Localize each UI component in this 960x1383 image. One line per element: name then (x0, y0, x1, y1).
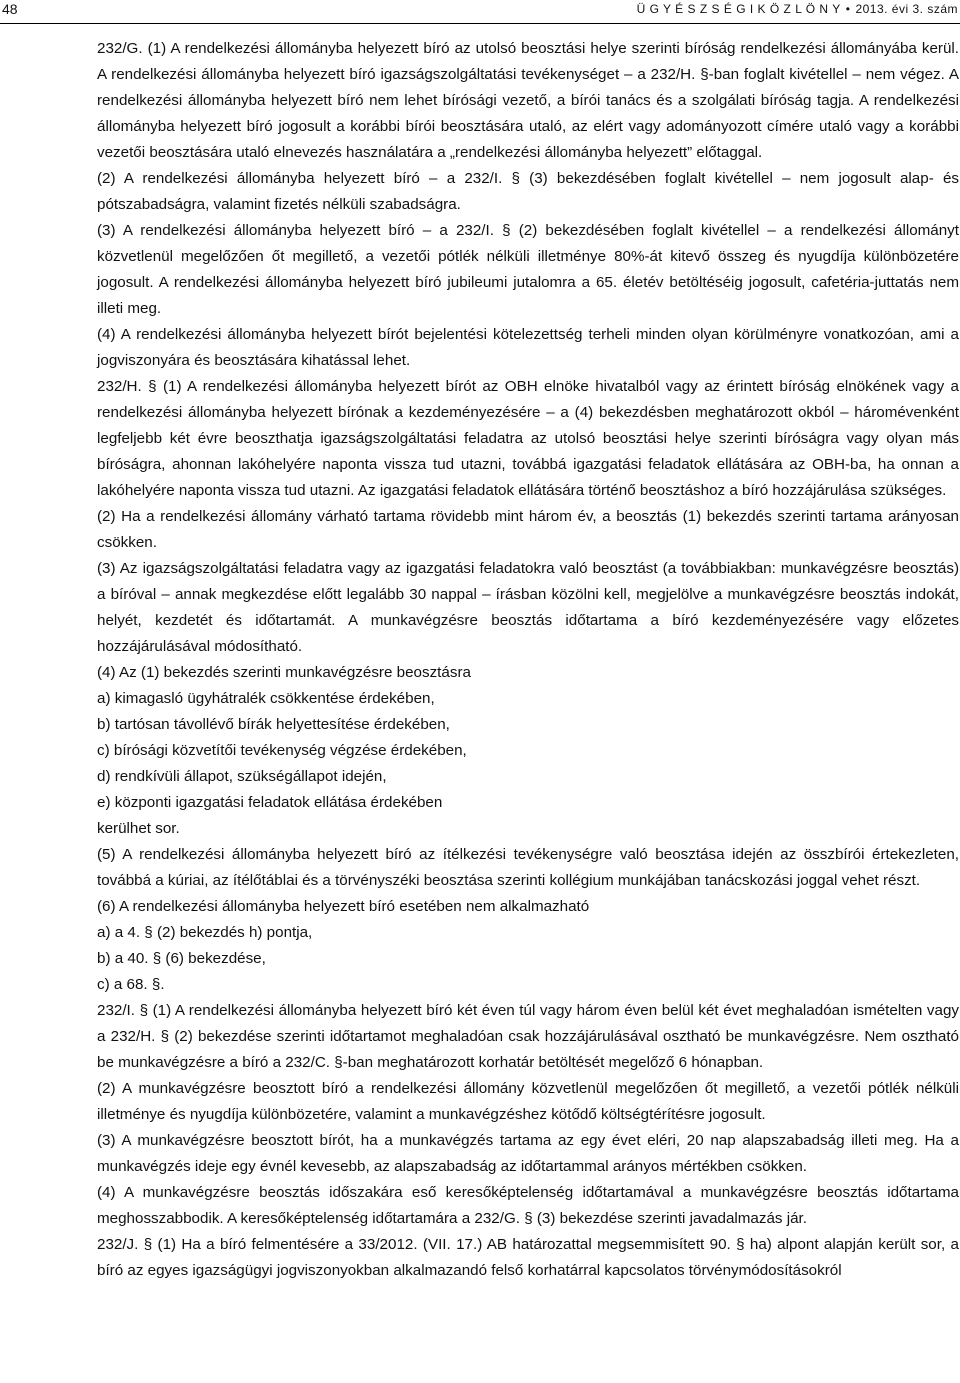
paragraph-232h-4: (4) Az (1) bekezdés szerinti munkavégzésre beosztásra (97, 664, 471, 681)
list-item-6a: a) a 4. § (2) bekezdés h) pontja, (97, 924, 313, 941)
journal-name: Ü G Y É S Z S É G I K Ö Z L Ö N Y (636, 2, 841, 16)
list-closing: kerülhet sor. (97, 820, 180, 837)
bullet-separator: • (845, 2, 851, 16)
paragraph-232i-3: (3) A munkavégzésre beosztott bírót, ha a munkavégzés tartama az egy évet eléri, 20 nap alapszabadság illeti meg. Ha a munkavégzés ideje egy évnél kevesebb, az alapszabadság az időtartammal arányos mértékben csökken. (97, 1132, 959, 1175)
paragraph-232h-1: 232/H. § (1) A rendelkezési állományba helyezett bírót az OBH elnöke hivatalból vagy az érintett bíróság elnökének vagy a rendelkezési állományba helyezett bírónak a kezdeményezésére – a (4) bekezdésben meghatározott okból – háromévenként legfeljebb két évre beoszthatja igazságszolgáltatási feladatra az utolsó beosztási helye szerinti bíróságra vagy olyan más bíróságra, ahonnan lakóhelyére naponta vissza tud utazni, továbbá igazgatási feladatok ellátására az OBH-ba, ha onnan a lakóhelyére naponta vissza tud utazni. Az igazgatási feladatok ellátására történő beosztáshoz a bíró hozzájárulása szükséges. (97, 378, 959, 499)
issue-label: 2013. évi 3. szám (855, 2, 958, 16)
list-item-d: d) rendkívüli állapot, szükségállapot idején, (97, 768, 387, 785)
paragraph-232i-4: (4) A munkavégzésre beosztás időszakára eső keresőképtelenség időtartamával a munkavégzésre beosztás időtartama meghosszabbodik. A keresőképtelenség időtartamára a 232/G. § (3) bekezdése szerinti javadalmazás jár. (97, 1184, 959, 1227)
page-number: 48 (2, 1, 18, 17)
paragraph-232h-3: (3) Az igazságszolgáltatási feladatra vagy az igazgatási feladatokra való beosztást (a továbbiakban: munkavégzésre beosztás) a bíróval – annak megkezdése előtt legalább 30 nappal – írásban közölni kell, megjelölve a munkavégzésre beosztás indokát, helyét, kezdetét és időtartamát. A munkavégzésre beosztás időtartama a bíró kezdeményezésére vagy előzetes hozzájárulásával módosítható. (97, 560, 959, 655)
document-body (97, 36, 959, 1284)
paragraph-232g-1: 232/G. (1) A rendelkezési állományba helyezett bíró az utolsó beosztási helye szerinti bíróság rendelkezési állományába kerül. A rendelkezési állományba helyezett bíró igazságszolgáltatási tevékenységet – a 232/H. §-ban foglalt kivétellel – nem végez. A rendelkezési állományba helyezett bíró nem lehet bírósági vezető, a bírói tanács és a szolgálati bíróság tagja. A rendelkezési állományba helyezett bíró jogosult a korábbi bírói beosztására utaló, az elért vagy adományozott címére utaló vagy a korábbi vezetői beosztására utaló elnevezés használatára a „rendelkezési állományba helyezett” előtaggal. (97, 40, 959, 161)
paragraph-232j-1: 232/J. § (1) Ha a bíró felmentésére a 33/2012. (VII. 17.) AB határozattal megsemmisített 90. § ha) alpont alapján került sor, a bíró az egyes igazságügyi jogviszonyokban alkalmazandó felső korhatárral kapcsolatos törvénymódosításokról (97, 1236, 959, 1279)
list-item-e: e) központi igazgatási feladatok ellátása érdekében (97, 794, 443, 811)
list-item-6c: c) a 68. §. (97, 976, 165, 993)
paragraph-232i-1: 232/I. § (1) A rendelkezési állományba helyezett bíró két éven túl vagy három éven belül két évet meghaladóan ismételten vagy a 232/H. § (2) bekezdése szerinti időtartamot meghaladóan csak hozzájárulásával osztható be munkavégzésre. Nem osztható be munkavégzésre a bíró a 232/C. §-ban meghatározott korhatár betöltését megelőző 6 hónapban. (97, 1002, 959, 1071)
list-item-c: c) bírósági közvetítői tevékenység végzése érdekében, (97, 742, 467, 759)
paragraph-232h-5: (5) A rendelkezési állományba helyezett bíró az ítélkezési tevékenységre való beosztása idején az összbírói értekezleten, továbbá a kúriai, az ítélőtáblai és a törvényszéki beosztása szerinti kollégium munkájában tanácskozási joggal vehet részt. (97, 846, 959, 889)
list-item-a: a) kimagasló ügyhátralék csökkentése érdekében, (97, 690, 435, 707)
list-item-b: b) tartósan távollévő bírák helyettesítése érdekében, (97, 716, 450, 733)
paragraph-232g-3: (3) A rendelkezési állományba helyezett bíró – a 232/I. § (2) bekezdésében foglalt kivétellel – a rendelkezési állományt közvetlenül megelőzően őt megillető, a vezetői pótlék nélküli illetménye 80%-át kitevő összeg és nyugdíja különbözetére jogosult. A rendelkezési állományba helyezett bíró jubileumi jutalomra a 65. életév betöltéséig jogosult, cafetéria-juttatás nem illeti meg. (97, 222, 959, 317)
paragraph-232h-6: (6) A rendelkezési állományba helyezett bíró esetében nem alkalmazható (97, 898, 590, 915)
page-header (0, 0, 960, 40)
running-title (637, 1, 958, 17)
paragraph-232g-4: (4) A rendelkezési állományba helyezett bírót bejelentési kötelezettség terheli minden olyan körülményre vonatkozóan, ami a jogviszonyára és beosztására kihatással lehet. (97, 326, 959, 369)
paragraph-232h-2: (2) Ha a rendelkezési állomány várható tartama rövidebb mint három év, a beosztás (1) bekezdés szerinti tartama arányosan csökken. (97, 508, 959, 551)
list-item-6b: b) a 40. § (6) bekezdése, (97, 950, 266, 967)
paragraph-232g-2: (2) A rendelkezési állományba helyezett bíró – a 232/I. § (3) bekezdésében foglalt kivétellel – nem jogosult alap- és pótszabadságra, valamint fizetés nélküli szabadságra. (97, 170, 959, 213)
paragraph-232i-2: (2) A munkavégzésre beosztott bíró a rendelkezési állomány közvetlenül megelőzően őt megillető, a vezetői pótlék nélküli illetménye és nyugdíja különbözetére, valamint a munkavégzéshez kötődő költségtérítésre jogosult. (97, 1080, 959, 1123)
header-rule (0, 23, 960, 24)
